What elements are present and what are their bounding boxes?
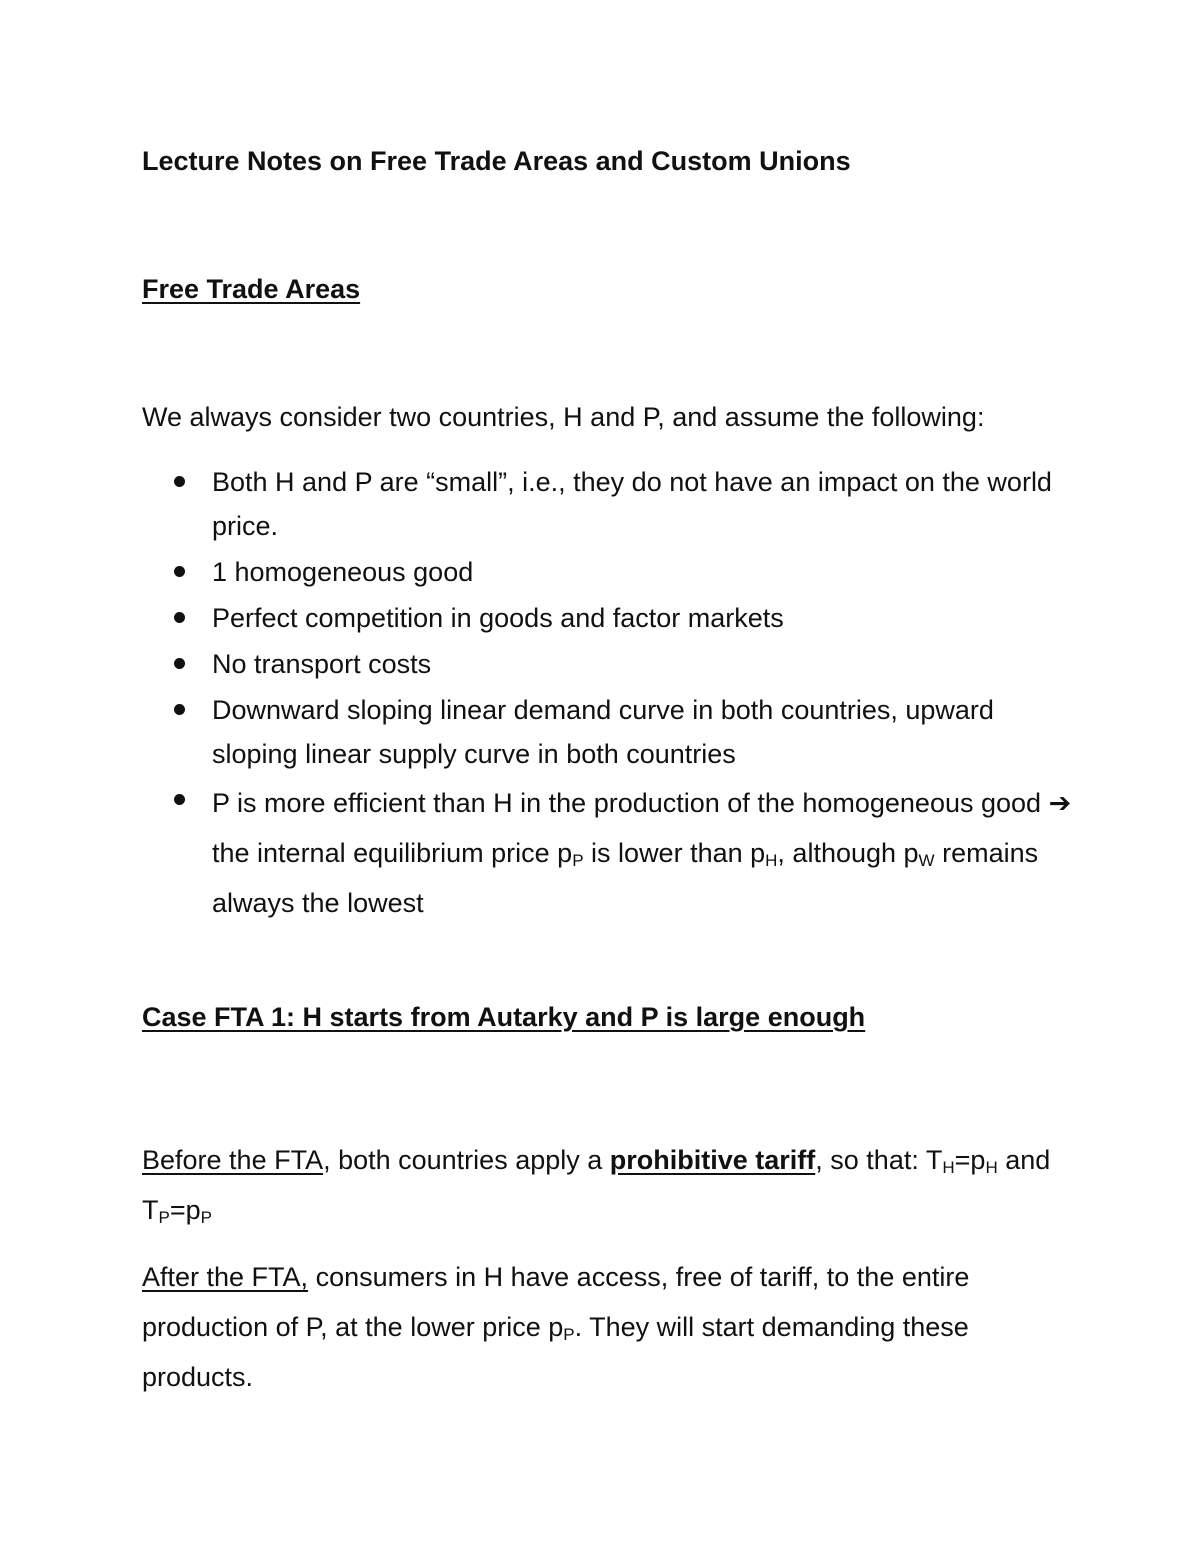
case-heading: Case FTA 1: H starts from Autarky and P is large enough bbox=[142, 1002, 866, 1032]
list-item-text: , although p bbox=[777, 838, 919, 868]
after-paragraph bbox=[142, 1252, 1072, 1402]
bullet-icon bbox=[174, 476, 185, 487]
subscript: H bbox=[985, 1158, 998, 1177]
list-item-text: Both H and P are “small”, i.e., they do not have an impact on the world price. bbox=[212, 467, 1052, 541]
before-label: Before the FTA bbox=[142, 1145, 324, 1175]
subscript: H bbox=[942, 1158, 955, 1177]
paragraph-text: and T bbox=[142, 1145, 1051, 1225]
subscript: P bbox=[200, 1208, 212, 1227]
emphasis-text: prohibitive tariff bbox=[609, 1145, 816, 1175]
subscript: P bbox=[563, 1325, 575, 1344]
paragraph-text: , both countries apply a bbox=[323, 1145, 610, 1175]
after-label: After the FTA, bbox=[142, 1262, 309, 1292]
list-item bbox=[142, 642, 1072, 686]
list-item bbox=[142, 460, 1072, 548]
list-item-text: Downward sloping linear demand curve in both countries, upward sloping linear supply curve in both countries bbox=[212, 695, 994, 769]
list-item bbox=[142, 596, 1072, 640]
paragraph-text: . They will start demanding these products. bbox=[142, 1312, 969, 1392]
assumptions-list bbox=[142, 460, 1072, 930]
list-item-text: 1 homogeneous good bbox=[212, 557, 474, 587]
list-item bbox=[142, 550, 1072, 594]
paragraph-text: =p bbox=[169, 1195, 201, 1225]
list-item-text: No transport costs bbox=[212, 649, 432, 679]
bullet-icon bbox=[174, 658, 185, 669]
before-paragraph bbox=[142, 1135, 1072, 1235]
list-item bbox=[142, 778, 1072, 928]
subscript: P bbox=[572, 851, 584, 870]
bullet-icon bbox=[174, 794, 185, 805]
list-item-text: is lower than p bbox=[583, 838, 766, 868]
subscript: W bbox=[918, 851, 935, 870]
list-item-text: the internal equilibrium price p bbox=[212, 838, 573, 868]
list-item-text: remains always the lowest bbox=[212, 838, 1039, 918]
page-title: Lecture Notes on Free Trade Areas and Custom Unions bbox=[142, 146, 851, 176]
paragraph-text: , so that: T bbox=[815, 1145, 943, 1175]
paragraph-text: consumers in H have access, free of tariff, to the entire production of P, at the lower price p bbox=[142, 1262, 970, 1342]
intro-paragraph: We always consider two countries, H and P, and assume the following: bbox=[142, 402, 985, 432]
list-item-text: Perfect competition in goods and factor markets bbox=[212, 603, 784, 633]
section-heading: Free Trade Areas bbox=[142, 274, 361, 304]
list-item bbox=[142, 688, 1072, 776]
subscript: P bbox=[158, 1208, 170, 1227]
right-arrow-icon: ➔ bbox=[1048, 788, 1072, 818]
bullet-icon bbox=[174, 704, 185, 715]
bullet-icon bbox=[174, 612, 185, 623]
list-item-text: P is more efficient than H in the production of the homogeneous good bbox=[212, 788, 1049, 818]
paragraph-text: =p bbox=[954, 1145, 986, 1175]
bullet-icon bbox=[174, 566, 185, 577]
subscript: H bbox=[765, 851, 778, 870]
